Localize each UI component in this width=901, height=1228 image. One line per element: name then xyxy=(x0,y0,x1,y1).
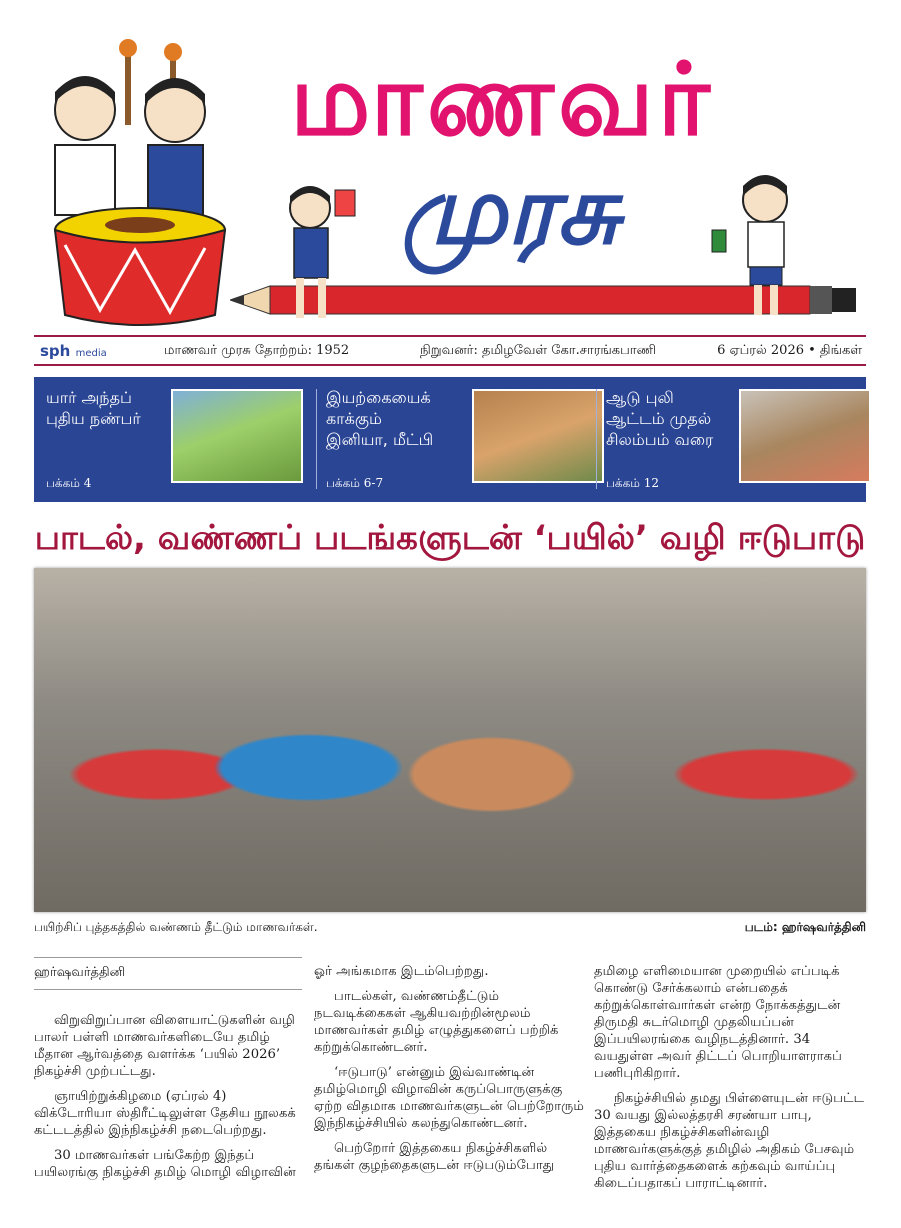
article-paragraph: ‘ஈடுபாடு’ என்னும் இவ்வாண்டின் தமிழ்மொழி விழாவின் கருப்பொருளுக்கு ஏற்ற விதமாக மாணவர்களுடன் பெற்றோரும் இந்நிகழ்ச்சியில் கலந்துகொண்டனர். xyxy=(314,1065,584,1131)
article-paragraph: பாடல்கள், வண்ணம்தீட்டும் நடவடிக்கைகள் ஆகியவற்றின்மூலம் மாணவர்கள் தமிழ் எழுத்துகளைப் பற்றிக் கற்றுக்கொண்டனர். xyxy=(314,989,559,1055)
masthead xyxy=(0,0,901,335)
article-headline: பாடல், வண்ணப் படங்களுடன் ‘பயில்’ வழி ஈடுபாடு xyxy=(34,518,866,558)
article-paragraph: 30 மாணவர்கள் பங்கேற்ற இந்தப் பயிலரங்கு நிகழ்ச்சி தமிழ் மொழி விழாவின் xyxy=(34,1148,296,1180)
established-year: மாணவர் முரசு தோற்றம்: 1952 xyxy=(164,343,350,358)
article-paragraph: பெற்றோர் இத்தகைய நிகழ்ச்சிகளில் தங்கள் குழந்தைகளுடன் ஈடுபடும்போது xyxy=(314,1141,555,1173)
sph-media-logo: sph media xyxy=(40,342,107,360)
article-column-3 xyxy=(594,963,866,1200)
issue-date: 6 ஏப்ரல் 2026 • திங்கள் xyxy=(717,343,862,358)
article-byline: ஹர்ஷவர்த்தினி xyxy=(34,957,302,990)
article-column-1 xyxy=(34,963,302,1189)
masthead-title-line2: முரசு xyxy=(400,154,619,266)
teaser-page: பக்கம் 12 xyxy=(606,476,660,490)
teaser-image xyxy=(739,389,871,483)
teaser-item[interactable] xyxy=(606,387,858,492)
teaser-item[interactable] xyxy=(326,387,586,492)
lead-photo xyxy=(34,568,866,912)
teaser-divider xyxy=(596,389,597,489)
article-paragraph: தமிழை எளிமையான முறையில் எப்படிக் கொண்டு சேர்க்கலாம் என்பதைக் கற்றுக்கொள்வார்கள் என்ற நோக்கத்துடன் திருமதி சுடர்மொழி முதலியப்பன் இப்பயிலரங்கை வழிநடத்தினார். 34 வயதுள்ள அவர் திட்டப் பொறியாளராகப் பணிபுரிகிறார். xyxy=(594,964,842,1081)
cartoon-boy-phone-illustration xyxy=(710,170,810,320)
photo-credit: படம்: ஹர்ஷவர்த்தினி xyxy=(744,920,866,934)
article-paragraph: நிகழ்ச்சியில் தமது பிள்ளையுடன் ஈடுபட்ட 30 வயது இல்லத்தரசி சரண்யா பாபு, இத்தகைய நிகழ்ச்சிகளின்வழி மாணவர்களுக்குத் தமிழில் அதிகம் பேசவும் புதிய வார்த்தைகளைக் கற்கவும் வாய்ப்பு கிடைப்பதாகப் பாராட்டினார். xyxy=(594,1091,865,1191)
teaser-page: பக்கம் 4 xyxy=(46,476,92,490)
teaser-item[interactable] xyxy=(46,387,306,492)
masthead-title-line1: மாணவர் xyxy=(290,41,714,158)
teaser-divider xyxy=(316,389,317,489)
cartoon-girl-illustration xyxy=(280,180,370,330)
teaser-text: ஆடு புலி ஆட்டம் முதல் சிலம்பம் வரை xyxy=(606,388,714,449)
founder-name: நிறுவனர்: தமிழவேள் கோ.சாரங்கபாணி xyxy=(420,343,656,358)
info-bar xyxy=(34,337,866,364)
masthead-rule-bottom xyxy=(34,364,866,366)
teaser-strip xyxy=(34,377,866,502)
article-column-2 xyxy=(314,963,584,1182)
teaser-image xyxy=(472,389,604,483)
teaser-text: இயற்கையைக் காக்கும் இனியா, மீட்பி xyxy=(326,388,434,449)
photo-caption: பயிற்சிப் புத்தகத்தில் வண்ணம் தீட்டும் மாணவர்கள். xyxy=(34,920,318,934)
article-paragraph: விறுவிறுப்பான விளையாட்டுகளின் வழி பாலர் பள்ளி மாணவர்களிடையே தமிழ் மீதான ஆர்வத்தை வளர்க்க ‘பயில் 2026’ நிகழ்ச்சி முற்பட்டது. xyxy=(34,1013,295,1079)
article-paragraph: ஞாயிற்றுக்கிழமை (ஏப்ரல் 4) விக்டோரியா ஸ்திரீட்டிலுள்ள தேசிய நூலகக் கட்டடத்தில் இந்நிகழ்ச்சி நடைபெற்றது. xyxy=(34,1089,296,1138)
teaser-page: பக்கம் 6-7 xyxy=(326,476,384,490)
article-paragraph: ஓர் அங்கமாக இடம்பெற்றது. xyxy=(314,964,489,979)
teaser-text: யார் அந்தப் புதிய நண்பர் xyxy=(46,388,141,428)
teaser-image xyxy=(171,389,303,483)
